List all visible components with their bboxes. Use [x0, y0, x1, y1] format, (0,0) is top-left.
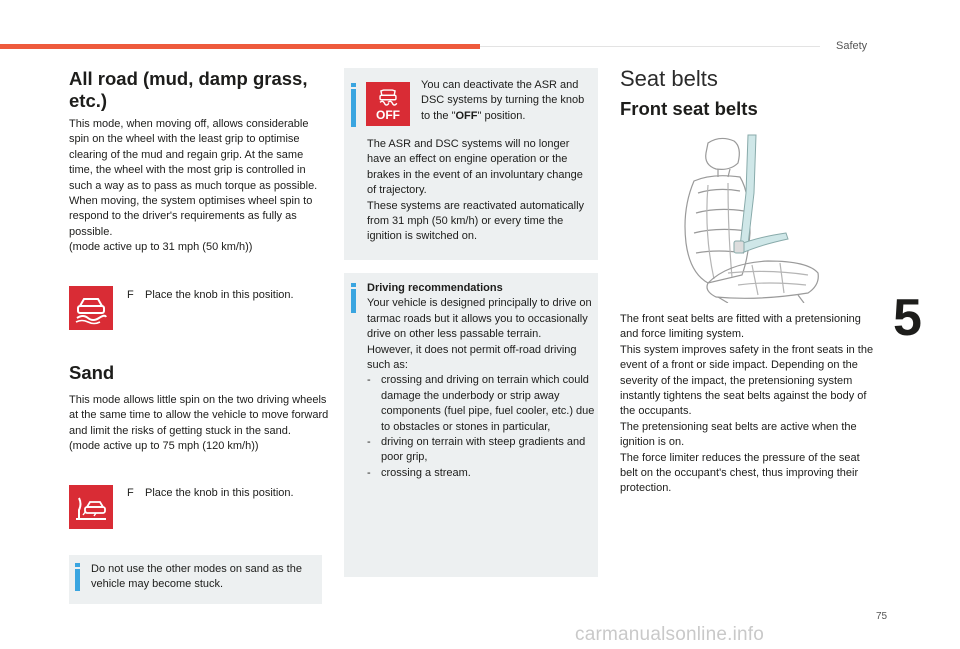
watermark-text: carmanualsonline.info	[575, 624, 765, 645]
sand-title: Sand	[69, 362, 115, 383]
info-icon	[75, 563, 80, 591]
chapter-number: 5	[893, 289, 922, 347]
seatbelts-title: Seat belts	[620, 66, 718, 91]
page-number: 75	[876, 611, 888, 622]
front-seatbelts-title: Front seat belts	[620, 98, 758, 119]
sand-instruction: F Place the knob in this position.	[127, 487, 294, 499]
list-item: - crossing a stream.	[367, 466, 595, 481]
list-item: - crossing and driving on terrain which could damage the underbody or strip away components (fuel pipe, fuel cooler, etc.) due to obstacles or stones in particular,	[367, 373, 595, 435]
driving-recommendations-box	[344, 273, 598, 577]
seat-belt-illustration	[668, 133, 828, 303]
allroad-body: This mode, when moving off, allows considerable spin on the wheel with the least grip to optimise clearing of the mud and regain grip. At the same time, the wheel with the most grip is controlled in such a way as to pass as much torque as possible. When moving, the system optimises wheel spin to respond to the driver's requirements as fully as possible. (mode active up to 31 mph (50 km/h))	[69, 118, 318, 254]
asr-body: The ASR and DSC systems will no longer have an effect on engine operation or the brakes in the event of an involuntary change of trajectory. These systems are reactivated automatically from 31 mph (50 km/h) or every time the ignition is switched on.	[367, 138, 585, 243]
seatbelts-body: The front seat belts are fitted with a pretensioning and force limiting system. This system improves safety in the front seats in the event of a front or side impact. Depending on the severity of the impact, the pretensioning system instantly tightens the seat belts against the body of the occupants. The pretensioning seat belts are active when the ignition is on. The force limiter reduces the pressure of the seat belt on the occupant's chest, thus improving their protection.	[620, 313, 874, 495]
asr-info-box	[344, 68, 598, 260]
car-on-sand-icon	[69, 485, 113, 529]
info-icon	[351, 283, 356, 313]
allroad-instruction: F Place the knob in this position.	[127, 289, 294, 301]
header-accent-bar	[0, 44, 480, 49]
sand-note-text: Do not use the other modes on sand as the vehicle may become stuck.	[91, 563, 302, 591]
asr-intro: You can deactivate the ASR and DSC systems by turning the knob to the "OFF" position.	[421, 79, 585, 122]
header-divider	[480, 46, 820, 47]
list-item: - driving on terrain with steep gradients and poor grip,	[367, 435, 595, 466]
asr-off-icon: OFF	[366, 82, 410, 126]
driving-text: Driving recommendations Your vehicle is designed principally to drive on tarmac roads but it allows you to occasionally drive on other less passable terrain. However, it does not permit off-road driving such as: - crossing and driving on terrain which could damage the underbody or strip away components (fuel pipe, fuel cooler, etc.) due to obstacles or stones in particular, - driving on terrain with steep gradients and poor grip, - crossing a stream.	[367, 281, 595, 481]
car-on-mud-icon	[69, 286, 113, 330]
allroad-title: All road (mud, damp grass, etc.)	[69, 68, 308, 111]
section-title: Safety	[836, 40, 868, 52]
sand-note-box	[69, 555, 322, 604]
sand-body: This mode allows little spin on the two driving wheels at the same time to allow the vehicle to move forward and limit the risks of getting stuck in the sand. (mode active up to 75 mph (120 km/h))	[69, 394, 329, 453]
info-icon	[351, 83, 356, 127]
